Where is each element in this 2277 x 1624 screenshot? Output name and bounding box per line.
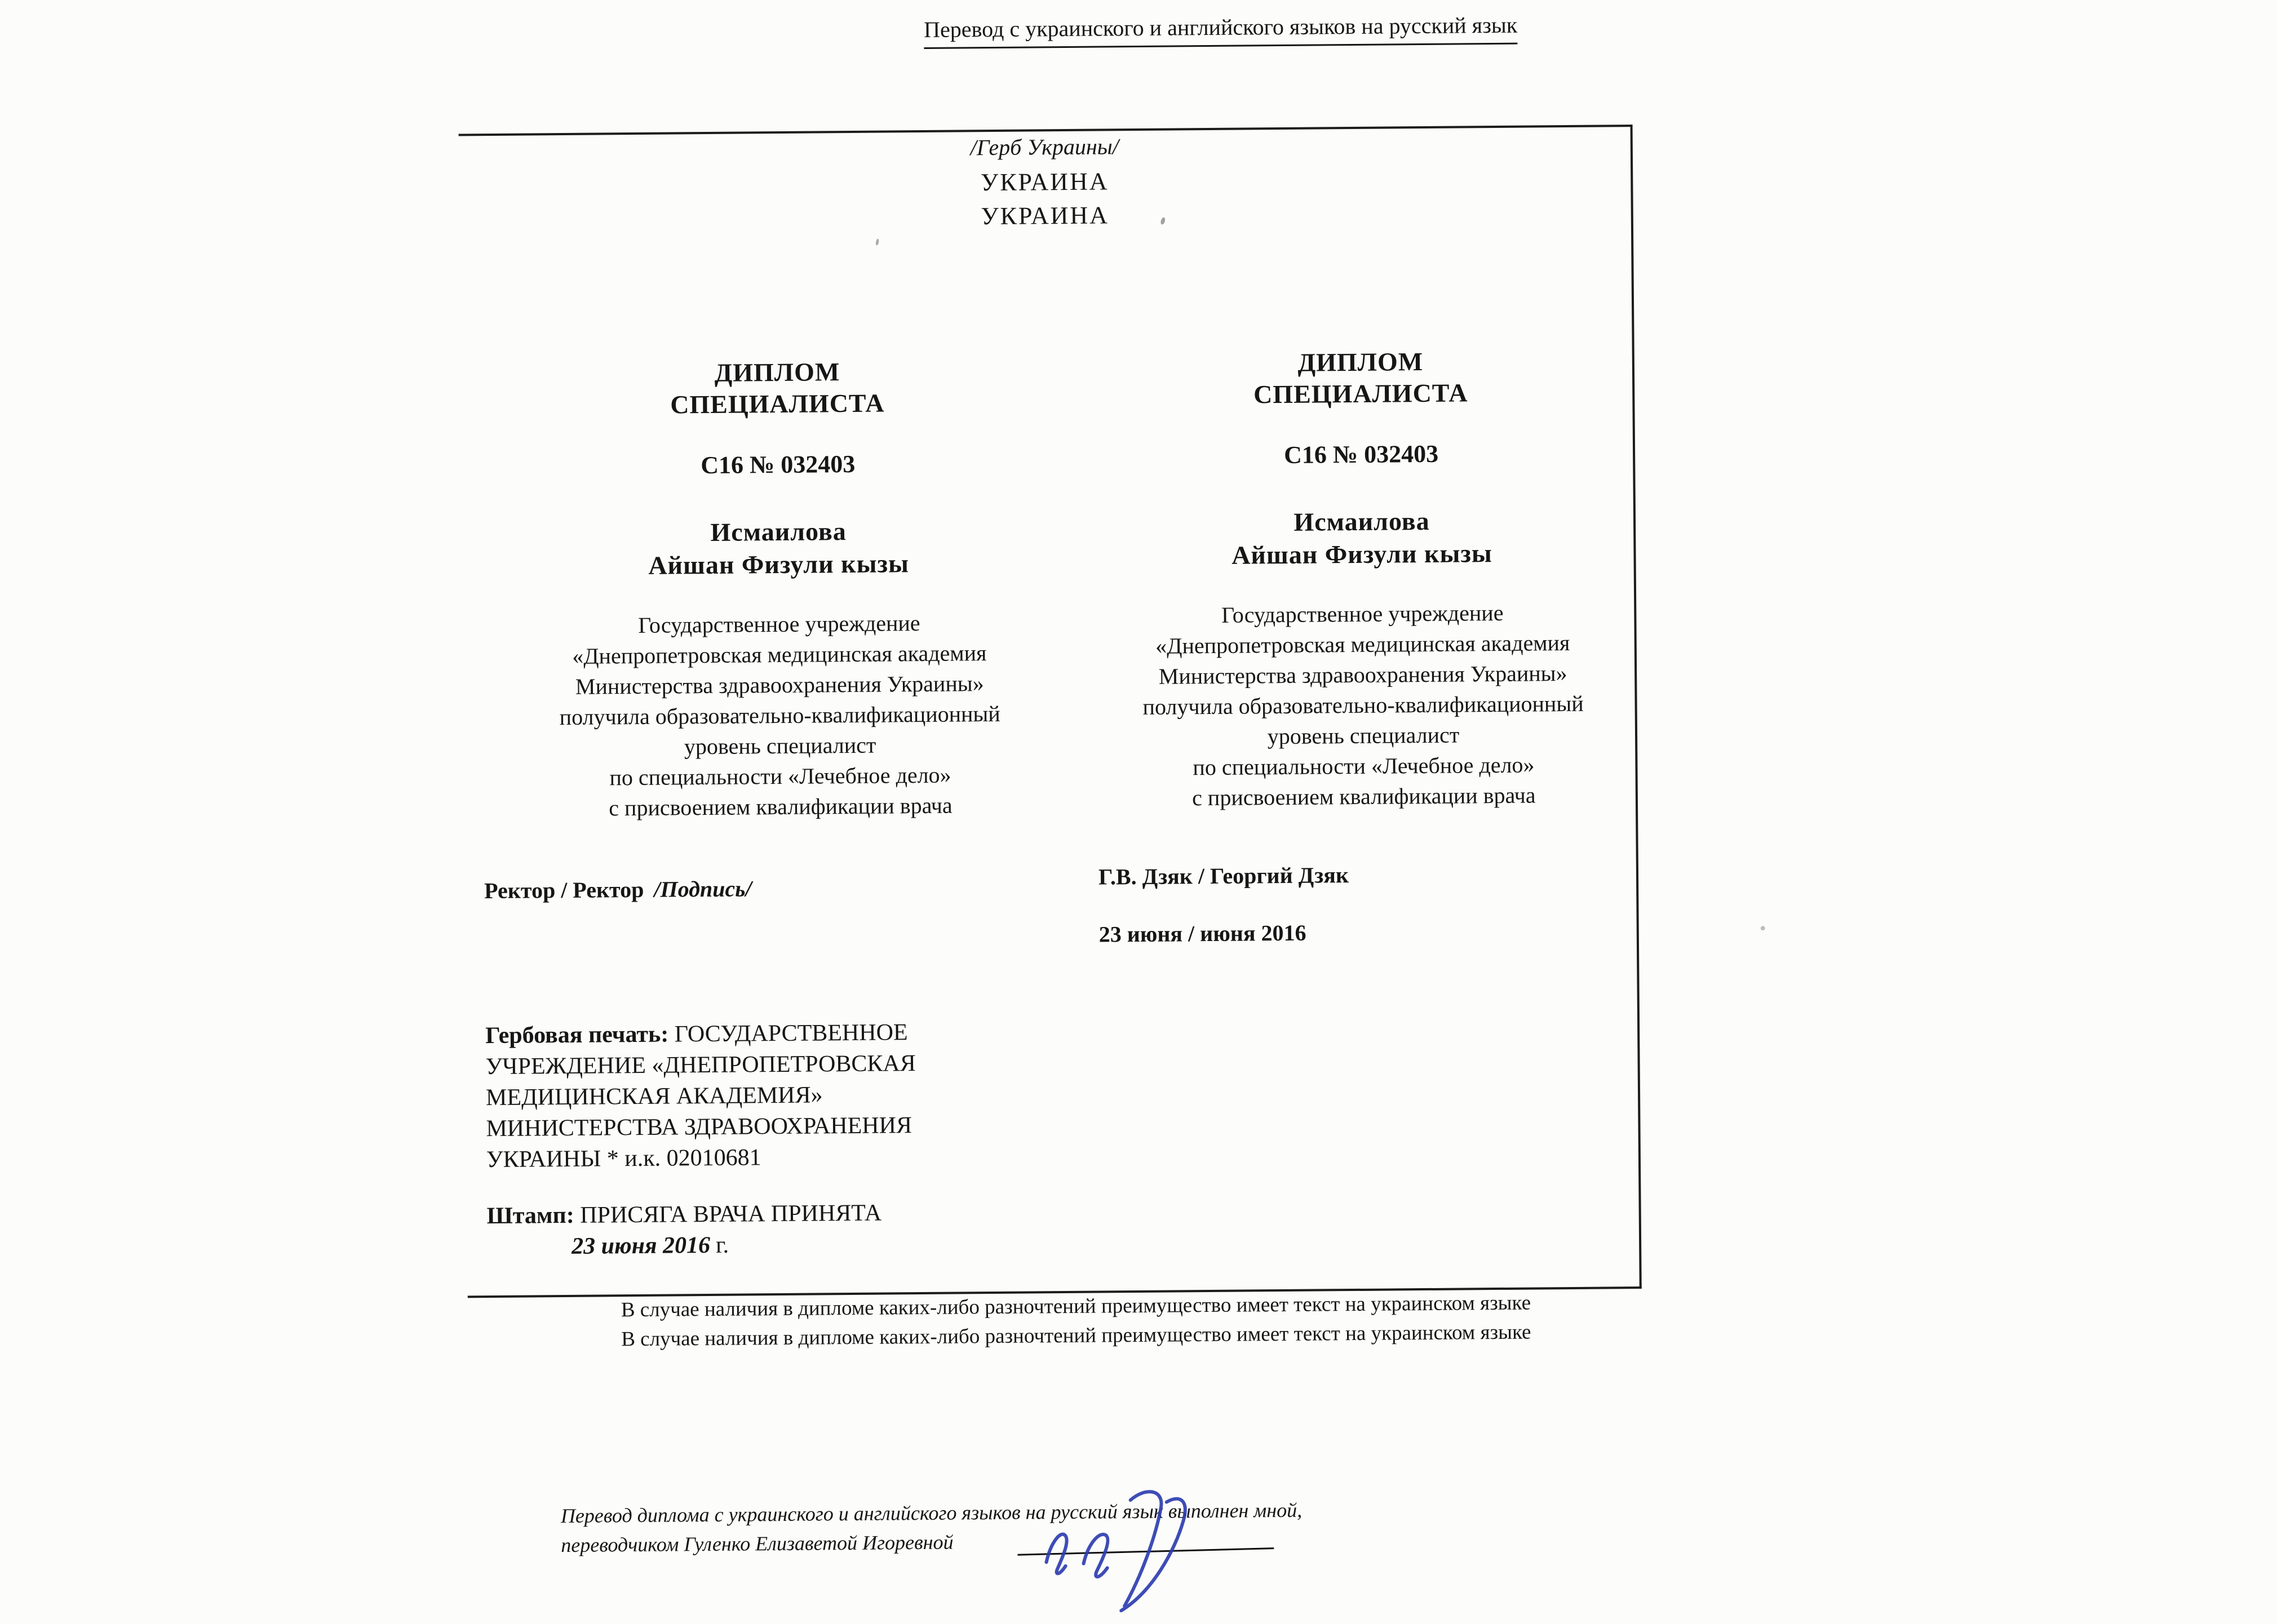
signatory-name: Г.В. Дзяк / Георгий Дзяк: [1098, 862, 1349, 890]
seal-first-line: [485, 1016, 1066, 1051]
diploma-body-text: Государственное учреждение «Днепропетровская медицинская академия Министерства здравоохранения Украины» получила образовательно-квалификационный уровень специалист по специальности «Лечебное дело» с присвоением квалификации врача: [559, 610, 1000, 821]
coat-of-arms-note: /Герб Украины/: [970, 134, 1119, 161]
diploma-title: ДИПЛОМ СПЕЦИАЛИСТА: [1253, 347, 1468, 409]
stamp-text: ПРИСЯГА ВРАЧА ПРИНЯТА: [580, 1200, 882, 1228]
rector-signature-line: [484, 875, 752, 904]
stamp-date-suffix: г.: [715, 1232, 729, 1258]
diploma-column-right: [1095, 344, 1630, 814]
translator-signature-handwriting: [1035, 1485, 1228, 1616]
signature-placeholder-note: /Подпись/: [654, 876, 752, 902]
diploma-number: С16 № 032403: [1283, 440, 1439, 469]
translation-direction-header: Перевод с украинского и английского языков на русский язык: [924, 12, 1518, 49]
diploma-title: ДИПЛОМ СПЕЦИАЛИСТА: [670, 357, 885, 419]
graduate-name: Исмаилова Айшан Физули кызы: [648, 517, 910, 580]
issue-date: 23 июня / июня 2016: [1098, 920, 1306, 947]
scan-artifact: [1761, 926, 1765, 930]
diploma-column-left: [504, 354, 1054, 824]
country-name: УКРАИНА УКРАИНА: [980, 167, 1110, 230]
stamp-date-line: [572, 1227, 1067, 1262]
seal-description: [485, 1016, 1067, 1175]
stamp-first-line: [486, 1196, 1067, 1232]
translator-statement: Перевод диплома с украинского и английского языков на русский язык выполнен мной, переводчиком Гуленко Елизаветой Игоревной: [560, 1498, 1303, 1557]
seal-text-lines: УЧРЕЖДЕНИЕ «ДНЕПРОПЕТРОВСКАЯ МЕДИЦИНСКАЯ АКАДЕМИЯ» МИНИСТЕРСТВА ЗДРАВООХРАНЕНИЯ УКРАИНЫ * и.к. 02010681: [485, 1050, 916, 1173]
graduate-name: Исмаилова Айшан Физули кызы: [1231, 506, 1492, 570]
seal-label: Гербовая печать:: [485, 1021, 669, 1049]
stamp-description: [486, 1196, 1067, 1263]
stamp-label: Штамп:: [486, 1202, 574, 1230]
seal-first-line-text: ГОСУДАРСТВЕННОЕ: [674, 1019, 908, 1048]
language-precedence-note: В случае наличия в дипломе каких-либо разночтений преимущество имеет текст на украинском языке В случае наличия в дипломе каких-либо разночтений преимущество имеет текст на украинском языке: [621, 1291, 1531, 1351]
diploma-number: С16 № 032403: [701, 450, 856, 480]
diploma-body-text: Государственное учреждение «Днепропетровская медицинская академия Министерства здравоохранения Украины» получила образовательно-квалификационный уровень специалист по специальности «Лечебное дело» с присвоением квалификации врача: [1142, 600, 1584, 811]
rector-label: Ректор / Ректор: [484, 876, 644, 904]
stamp-date: 23 июня 2016: [571, 1232, 711, 1259]
